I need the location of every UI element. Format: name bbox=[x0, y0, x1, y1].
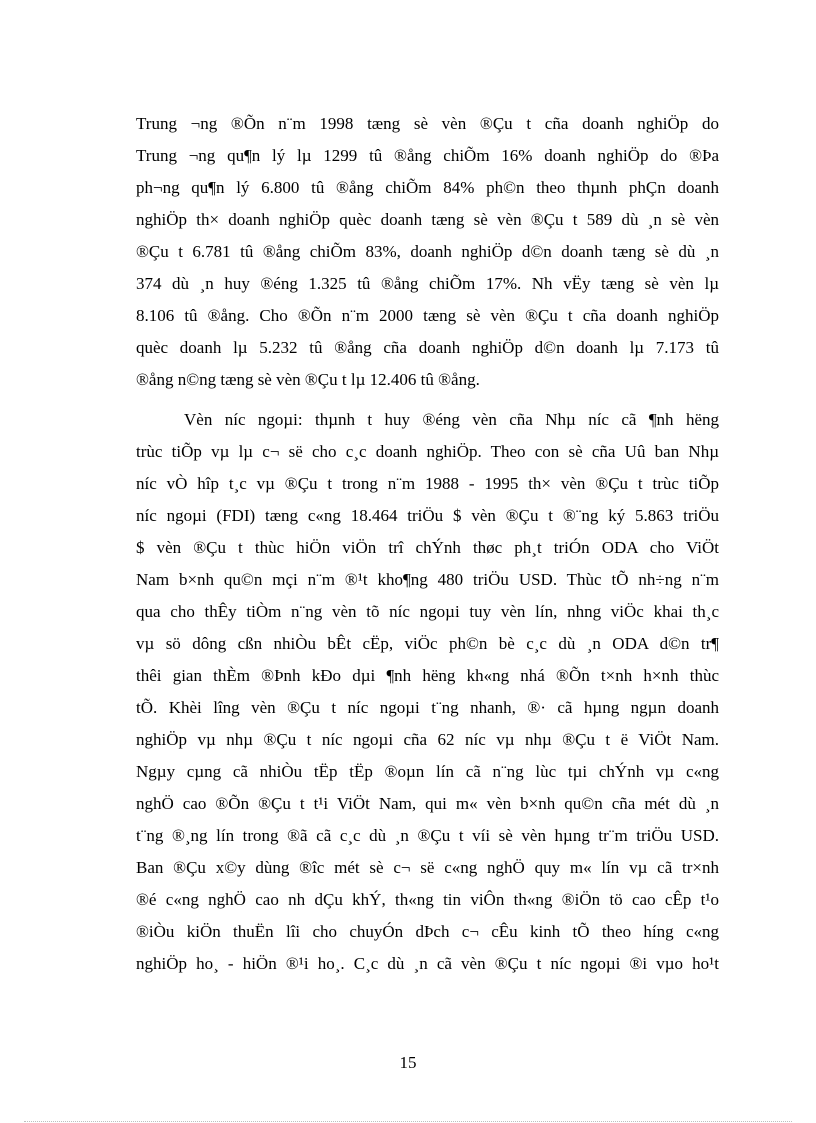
text-line: nghiÖp th× doanh nghiÖp quèc doanh tæng sè vèn ®Çu t 589 dù ¸n sè vèn bbox=[136, 210, 719, 229]
text-line: ®iÒu kiÖn thuËn lîi cho chuyÓn dÞch c¬ cÊu kinh tÕ theo híng c«ng bbox=[136, 922, 719, 941]
text-line: tÕ. Khèi lîng vèn ®Çu t níc ngoµi t¨ng nhanh, ®· cã hµng ngµn doanh bbox=[136, 698, 719, 717]
text-line: Ngµy cµng cã nhiÒu tËp tËp ®oµn lín cã n¨ng lùc tµi chÝnh vµ c«ng bbox=[136, 762, 719, 781]
text-line: ®ång n©ng tæng sè vèn ®Çu t lµ 12.406 tû ®ång. bbox=[136, 370, 480, 389]
body-text bbox=[136, 108, 719, 980]
text-line: Trung ¬ng qu¶n lý lµ 1299 tû ®ång chiÕm 16% doanh nghiÖp do ®Þa bbox=[136, 146, 719, 165]
text-line: Vèn níc ngoµi: thµnh t huy ®éng vèn cña Nhµ níc cã ¶nh hëng bbox=[184, 410, 719, 429]
page-bottom-border bbox=[24, 1121, 792, 1122]
text-line: Trung ¬ng ®Õn n¨m 1998 tæng sè vèn ®Çu t cña doanh nghiÖp do bbox=[136, 114, 719, 133]
text-line: nghÖ cao ®Õn ®Çu t t¹i ViÖt Nam, qui m« vèn b×nh qu©n cña mét dù ¸n bbox=[136, 794, 719, 813]
text-line: nghiÖp vµ nhµ ®Çu t níc ngoµi cña 62 níc vµ nhµ ®Çu t ë ViÖt Nam. bbox=[136, 730, 719, 749]
text-line: nghiÖp ho¸ - hiÖn ®¹i ho¸. C¸c dù ¸n cã vèn ®Çu t níc ngoµi ®i vµo ho¹t bbox=[136, 954, 719, 973]
text-line: ®é c«ng nghÖ cao nh dÇu khÝ, th«ng tin viÔn th«ng ®iÖn tö cao cÊp t¹o bbox=[136, 890, 719, 909]
text-line: ®Çu t 6.781 tû ®ång chiÕm 83%, doanh nghiÖp d©n doanh tæng sè dù ¸n bbox=[136, 242, 719, 261]
text-line: quèc doanh lµ 5.232 tû ®ång cña doanh nghiÖp d©n doanh lµ 7.173 tû bbox=[136, 338, 719, 357]
text-line: vµ sö dông cßn nhiÒu bÊt cËp, viÖc ph©n bè c¸c dù ¸n ODA d©n tr¶ bbox=[136, 634, 719, 653]
text-line: 374 dù ¸n huy ®éng 1.325 tû ®ång chiÕm 17%. Nh vËy tæng sè vèn lµ bbox=[136, 274, 719, 293]
page-number: 15 bbox=[399, 1053, 417, 1072]
paragraph-foreign-investment bbox=[136, 404, 719, 980]
text-line: Ban ®Çu x©y dùng ®îc mét sè c¬ së c«ng nghÖ quy m« lín vµ cã tr×nh bbox=[136, 858, 719, 877]
text-line: qua cho thÊy tiÒm n¨ng vèn tõ níc ngoµi tuy vèn lín, nhng viÖc khai th¸c bbox=[136, 602, 719, 621]
text-line: Nam b×nh qu©n mçi n¨m ®¹t kho¶ng 480 triÖu USD. Thùc tÕ nh÷ng n¨m bbox=[136, 570, 719, 589]
text-line: trùc tiÕp vµ lµ c¬ së cho c¸c doanh nghiÖp. Theo con sè cña Uû ban Nhµ bbox=[136, 442, 719, 461]
text-line: 8.106 tû ®ång. Cho ®Õn n¨m 2000 tæng sè vèn ®Çu t cña doanh nghiÖp bbox=[136, 306, 719, 325]
paragraph-domestic-investment bbox=[136, 108, 719, 396]
text-line: t¨ng ®¸ng lín trong ®ã cã c¸c dù ¸n ®Çu t víi sè vèn hµng tr¨m triÖu USD. bbox=[136, 826, 719, 845]
text-line: ph¬ng qu¶n lý 6.800 tû ®ång chiÕm 84% ph©n theo thµnh phÇn doanh bbox=[136, 178, 719, 197]
text-line: níc vÒ hîp t¸c vµ ®Çu t trong n¨m 1988 - 1995 th× vèn ®Çu t trùc tiÕp bbox=[136, 474, 719, 493]
text-line: $ vèn ®Çu t thùc hiÖn viÖn trî chÝnh thøc ph¸t triÓn ODA cho ViÖt bbox=[136, 538, 719, 557]
text-line: níc ngoµi (FDI) tæng c«ng 18.464 triÖu $ vèn ®Çu t ®¨ng ký 5.863 triÖu bbox=[136, 506, 719, 525]
text-line: thêi gian thÈm ®Þnh kÐo dµi ¶nh hëng kh«ng nhá ®Õn t×nh h×nh thùc bbox=[136, 666, 719, 685]
